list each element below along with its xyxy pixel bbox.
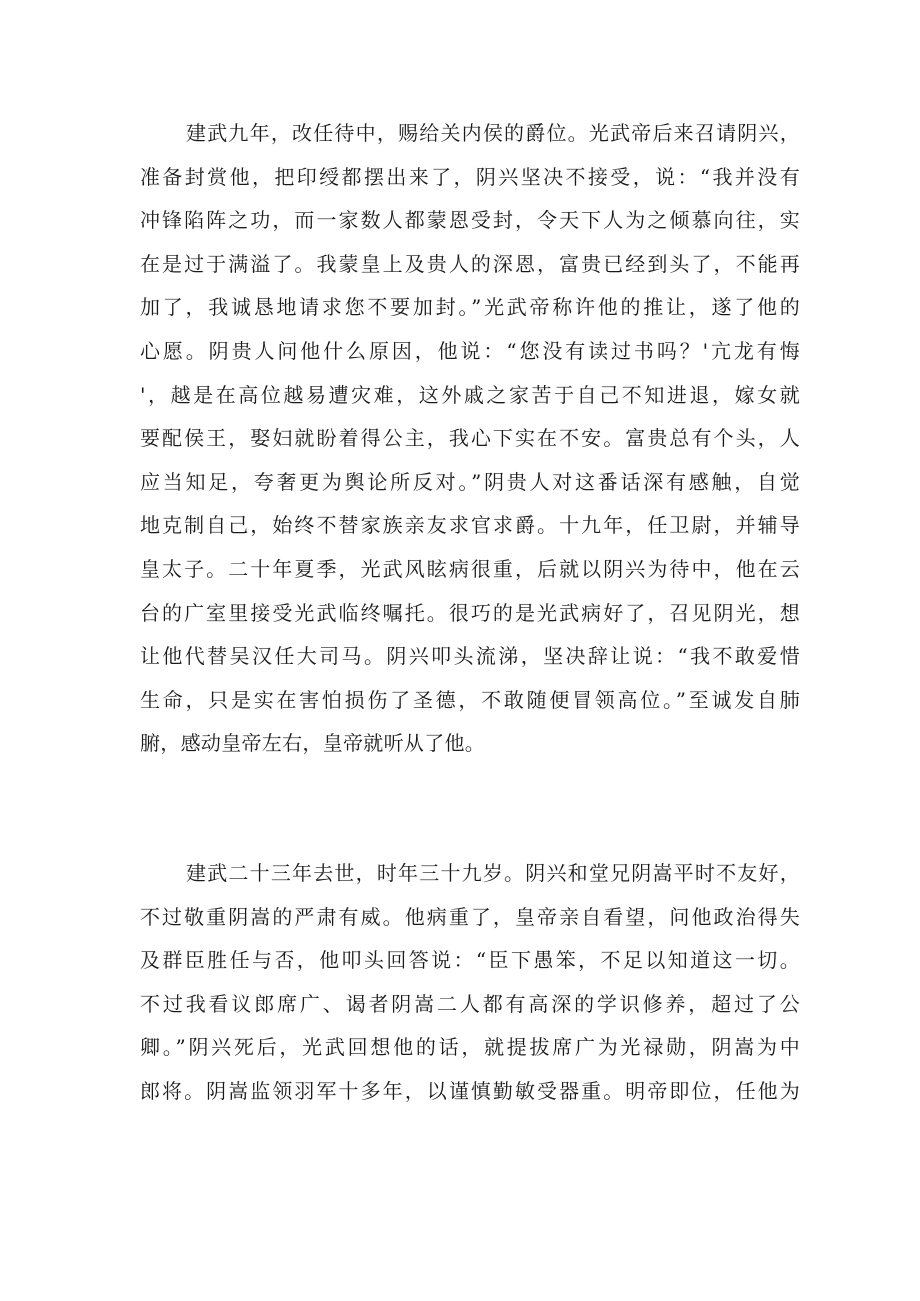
text-line: 加了，我诚恳地请求您不要加封。”光武帝称许他的推让，遂了他的	[140, 295, 800, 320]
text-line: 不过敬重阴嵩的严肃有威。他病重了，皇帝亲自看望，问他政治得失	[140, 904, 800, 929]
text-line: 地克制自己，始终不替家族亲友求官求爵。十九年，任卫尉，并辅导	[140, 513, 800, 538]
text-line: 应当知足，夸奢更为舆论所反对。”阴贵人对这番话深有感触，自觉	[140, 469, 800, 494]
text-line: 冲锋陷阵之功，而一家数人都蒙恩受封，令天下人为之倾慕向往，实	[140, 208, 800, 233]
text-line: 在是过于满溢了。我蒙皇上及贵人的深恩，富贵已经到头了，不能再	[140, 251, 800, 276]
text-line: 不过我看议郎席广、谒者阴嵩二人都有高深的学识修养，超过了公	[140, 991, 800, 1016]
text-line: 腑，感动皇帝左右，皇帝就听从了他。	[140, 731, 486, 756]
paragraph-1	[140, 112, 800, 766]
text-line: 建武九年，改任待中，赐给关内侯的爵位。光武帝后来召请阴兴，	[186, 121, 800, 145]
text-line: 让他代替吴汉任大司马。阴兴叩头流涕，坚决辞让说：“我不敢爱惜	[140, 644, 800, 669]
text-line: 准备封赏他，把印绶都摆出来了，阴兴坚决不接受，说：“我并没有	[140, 164, 800, 189]
text-line: 生命，只是实在害怕损伤了圣德，不敢随便冒领高位。”至诚发自肺	[140, 687, 800, 712]
text-line: 建武二十三年去世，时年三十九岁。阴兴和堂兄阴嵩平时不友好，	[186, 861, 800, 885]
paragraph-2	[140, 852, 800, 1114]
text-line: 郎将。阴嵩监领羽军十多年，以谨慎勤敏受器重。明帝即位，任他为	[140, 1078, 800, 1103]
text-line: 台的广室里接受光武临终嘱托。很巧的是光武病好了，召见阴光，想	[140, 600, 800, 625]
text-line: 心愿。阴贵人问他什么原因，他说：“您没有读过书吗？'亢龙有悔	[140, 338, 800, 363]
text-line: 及群臣胜任与否，他叩头回答说：“臣下愚笨，不足以知道这一切。	[140, 948, 800, 973]
text-line: 皇太子。二十年夏季，光武风眩病很重，后就以阴兴为待中，他在云	[140, 556, 800, 581]
text-line: 卿。”阴兴死后，光武回想他的话，就提拔席广为光禄勋，阴嵩为中	[140, 1035, 800, 1060]
text-line: 要配侯王，娶妇就盼着得公主，我心下实在不安。富贵总有个头，人	[140, 426, 800, 451]
text-line: '，越是在高位越易遭灾难，这外戚之家苦于自己不知进退，嫁女就	[140, 382, 800, 407]
